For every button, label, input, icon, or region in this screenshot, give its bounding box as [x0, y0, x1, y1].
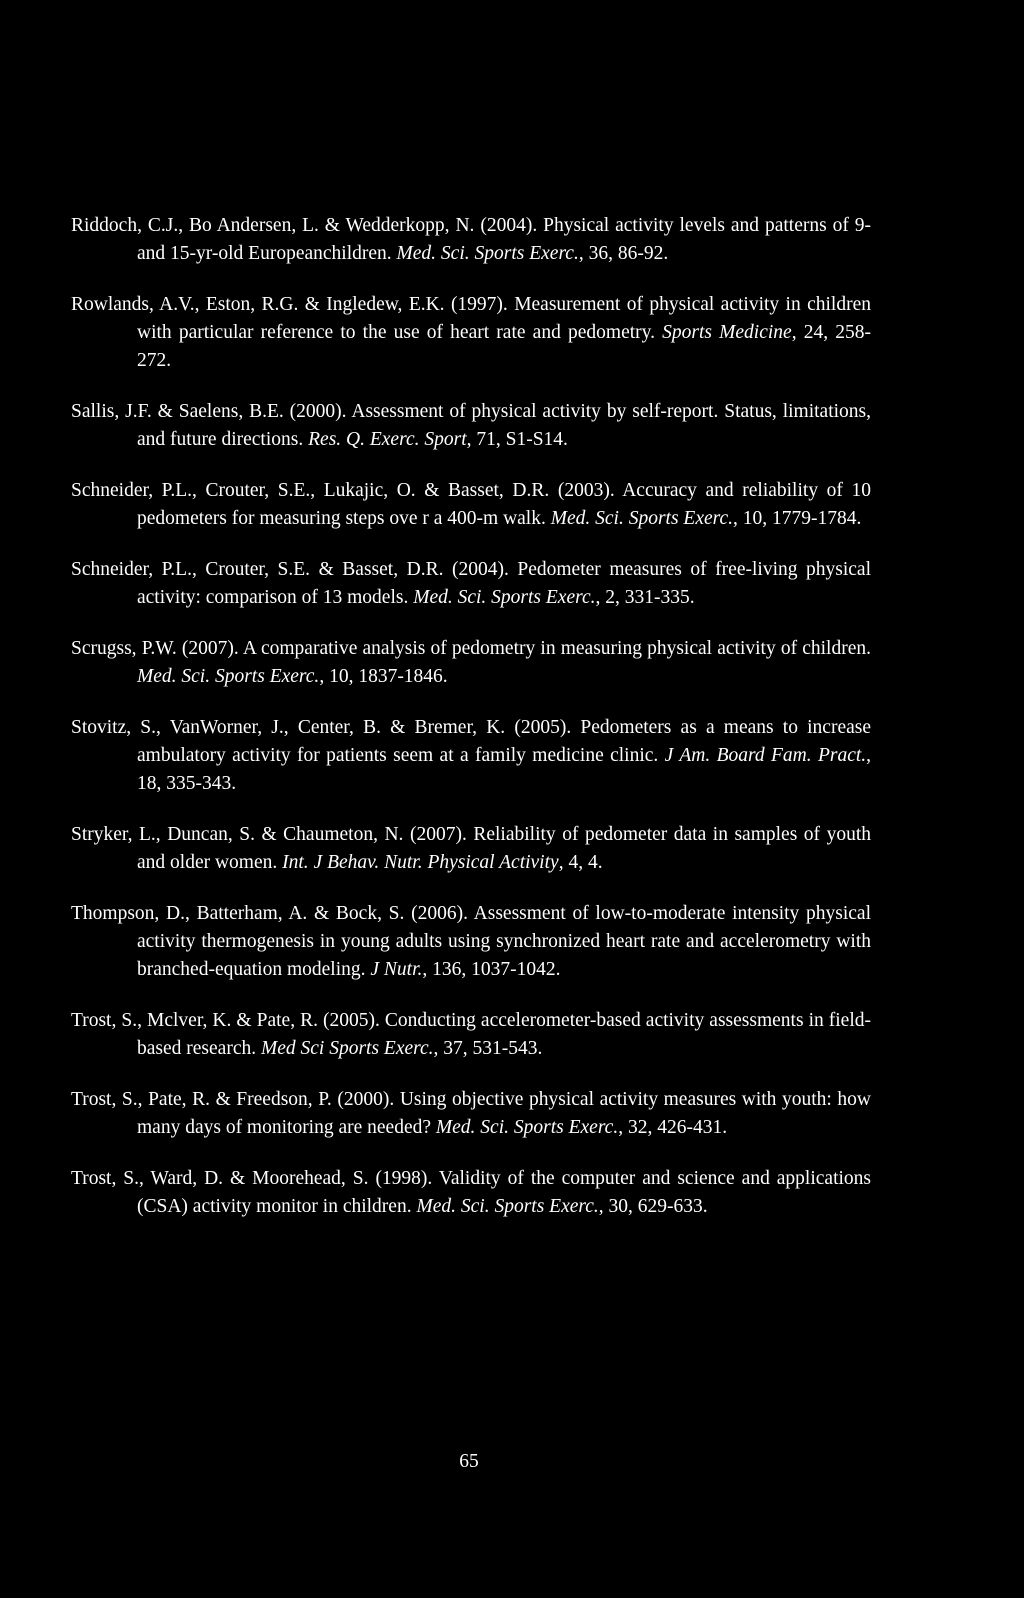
reference-journal: Med. Sci. Sports Exerc.	[396, 243, 579, 264]
reference-journal: Res. Q. Exerc. Sport	[308, 429, 467, 450]
reference-details: , 37, 531-543.	[433, 1038, 543, 1059]
reference-journal: Med. Sci. Sports Exerc.	[137, 666, 320, 687]
reference-entry	[71, 556, 871, 612]
reference-details: , 10, 1779-1784.	[733, 508, 862, 529]
reference-title: Validity of the computer and science and applications (CSA) activity monitor in children.	[137, 1168, 871, 1217]
reference-journal: Med. Sci. Sports Exerc.	[413, 587, 596, 608]
reference-authors: Stovitz, S., VanWorner, J., Center, B. & Bremer, K. (2005).	[71, 717, 572, 738]
reference-authors: Sallis, J.F. & Saelens, B.E. (2000).	[71, 401, 347, 422]
reference-journal: Med Sci Sports Exerc.	[260, 1038, 434, 1059]
reference-entry	[71, 1007, 871, 1063]
reference-authors: Trost, S., Ward, D. & Moorehead, S. (1998).	[71, 1168, 433, 1189]
reference-authors: Scrugss, P.W. (2007).	[71, 638, 239, 659]
reference-journal: J Nutr.	[370, 959, 423, 980]
reference-details: , 2, 331-335.	[595, 587, 695, 608]
reference-journal: J Am. Board Fam. Pract.	[664, 745, 867, 766]
reference-title: Measurement of physical activity in children with particular reference to the use of heart rate and pedometry.	[137, 294, 871, 343]
reference-title: Pedometer measures of free-living physical activity: comparison of 13 models.	[137, 559, 871, 608]
reference-details: , 10, 1837-1846.	[319, 666, 448, 687]
reference-journal: Med. Sci. Sports Exerc.	[416, 1196, 599, 1217]
reference-details: , 18, 335-343.	[137, 745, 872, 794]
reference-journal: Med. Sci. Sports Exerc.	[435, 1117, 619, 1138]
reference-entry	[71, 900, 871, 984]
reference-list	[71, 212, 871, 1244]
reference-entry	[71, 1165, 871, 1221]
reference-authors: Rowlands, A.V., Eston, R.G. & Ingledew, E.K. (1997).	[71, 294, 508, 315]
reference-title: Physical activity levels and patterns of 9- and 15-yr-old Europeanchildren.	[137, 215, 871, 264]
reference-entry	[71, 821, 871, 877]
reference-title: Assessment of physical activity by self-report. Status, limitations, and future directions.	[137, 401, 871, 450]
reference-entry	[71, 398, 871, 454]
reference-details: , 30, 629-633.	[598, 1196, 708, 1217]
reference-authors: Thompson, D., Batterham, A. & Bock, S. (2006).	[71, 903, 468, 924]
reference-entry	[71, 477, 871, 533]
reference-entry	[71, 212, 871, 268]
reference-authors: Stryker, L., Duncan, S. & Chaumeton, N. (2007).	[71, 824, 467, 845]
page-number: 65	[459, 1451, 479, 1472]
reference-authors: Schneider, P.L., Crouter, S.E. & Basset, D.R. (2004).	[71, 559, 509, 580]
reference-title: Conducting accelerometer-based activity assessments in field-based research.	[137, 1010, 871, 1059]
reference-title: Reliability of pedometer data in samples of youth and older women.	[137, 824, 871, 873]
reference-details: , 32, 426-431.	[618, 1117, 728, 1138]
reference-entry	[71, 714, 871, 798]
reference-entry	[71, 291, 871, 375]
reference-authors: Trost, S., Pate, R. & Freedson, P. (2000).	[71, 1089, 395, 1110]
reference-journal: Med. Sci. Sports Exerc.	[550, 508, 734, 529]
reference-details: , 71, S1-S14.	[466, 429, 568, 450]
reference-details: , 4, 4.	[558, 852, 603, 873]
reference-authors: Trost, S., Mclver, K. & Pate, R. (2005).	[71, 1010, 380, 1031]
reference-authors: Riddoch, C.J., Bo Andersen, L. & Wedderkopp, N. (2004).	[71, 215, 538, 236]
reference-title: Accuracy and reliability of 10 pedometers for measuring steps ove r a 400-m walk.	[137, 480, 871, 529]
reference-entry	[71, 635, 871, 691]
reference-title: Pedometers as a means to increase ambulatory activity for patients seem at a family medicine clinic.	[137, 717, 872, 766]
reference-title: Assessment of low-to-moderate intensity physical activity thermogenesis in young adults using synchronized heart rate and accelerometry with branched-equation modeling.	[137, 903, 871, 980]
reference-details: , 24, 258-272.	[137, 322, 872, 371]
reference-details: , 136, 1037-1042.	[422, 959, 561, 980]
reference-title: Using objective physical activity measures with youth: how many days of monitoring are needed?	[137, 1089, 871, 1138]
reference-details: , 36, 86-92.	[578, 243, 669, 264]
reference-journal: Sports Medicine	[662, 322, 792, 343]
reference-authors: Schneider, P.L., Crouter, S.E., Lukajic, O. & Basset, D.R. (2003).	[71, 480, 615, 501]
reference-entry	[71, 1086, 871, 1142]
reference-journal: Int. J Behav. Nutr. Physical Activity	[282, 852, 559, 873]
reference-title: A comparative analysis of pedometry in measuring physical activity of children.	[238, 638, 871, 659]
